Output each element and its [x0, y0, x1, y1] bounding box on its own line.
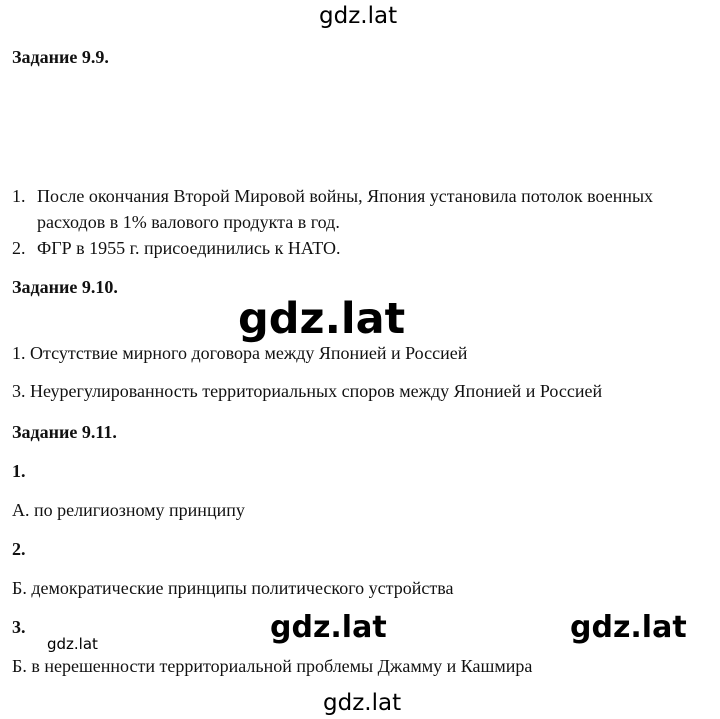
part-answer-3: Б. в нерешенности территориальной проблемы Джамму и Кашмира: [12, 656, 533, 676]
part-label-2: 2.: [12, 539, 26, 559]
watermark-left: gdz.lat: [270, 610, 387, 645]
part-answer-1: А. по религиозному принципу: [12, 500, 245, 520]
list-number-1: 1.: [12, 186, 26, 206]
part-label-3: 3.: [12, 617, 26, 637]
watermark-top: gdz.lat: [319, 3, 398, 29]
answer-9-10-3: 3. Неурегулированность территориальных споров между Японией и Россией: [12, 381, 603, 401]
part-answer-2: Б. демократические принципы политического устройства: [12, 578, 454, 598]
watermark-small: gdz.lat: [47, 635, 98, 653]
heading-task-9-11: Задание 9.11.: [12, 422, 117, 442]
list-number-2: 2.: [12, 238, 26, 258]
watermark-bottom: gdz.lat: [323, 690, 402, 716]
heading-task-9-10: Задание 9.10.: [12, 277, 118, 297]
list-item-2: ФГР в 1955 г. присоединились к НАТО.: [37, 238, 341, 258]
answer-9-10-1: 1. Отсутствие мирного договора между Японией и Россией: [12, 343, 468, 363]
list-item-1-line-2: расходов в 1% валового продукта в год.: [37, 212, 340, 232]
list-item-1-line-1: После окончания Второй Мировой войны, Япония установила потолок военных: [37, 186, 654, 206]
watermark-middle: gdz.lat: [238, 294, 406, 344]
part-label-1: 1.: [12, 461, 26, 481]
heading-task-9-9: Задание 9.9.: [12, 47, 109, 67]
watermark-right: gdz.lat: [570, 610, 687, 645]
